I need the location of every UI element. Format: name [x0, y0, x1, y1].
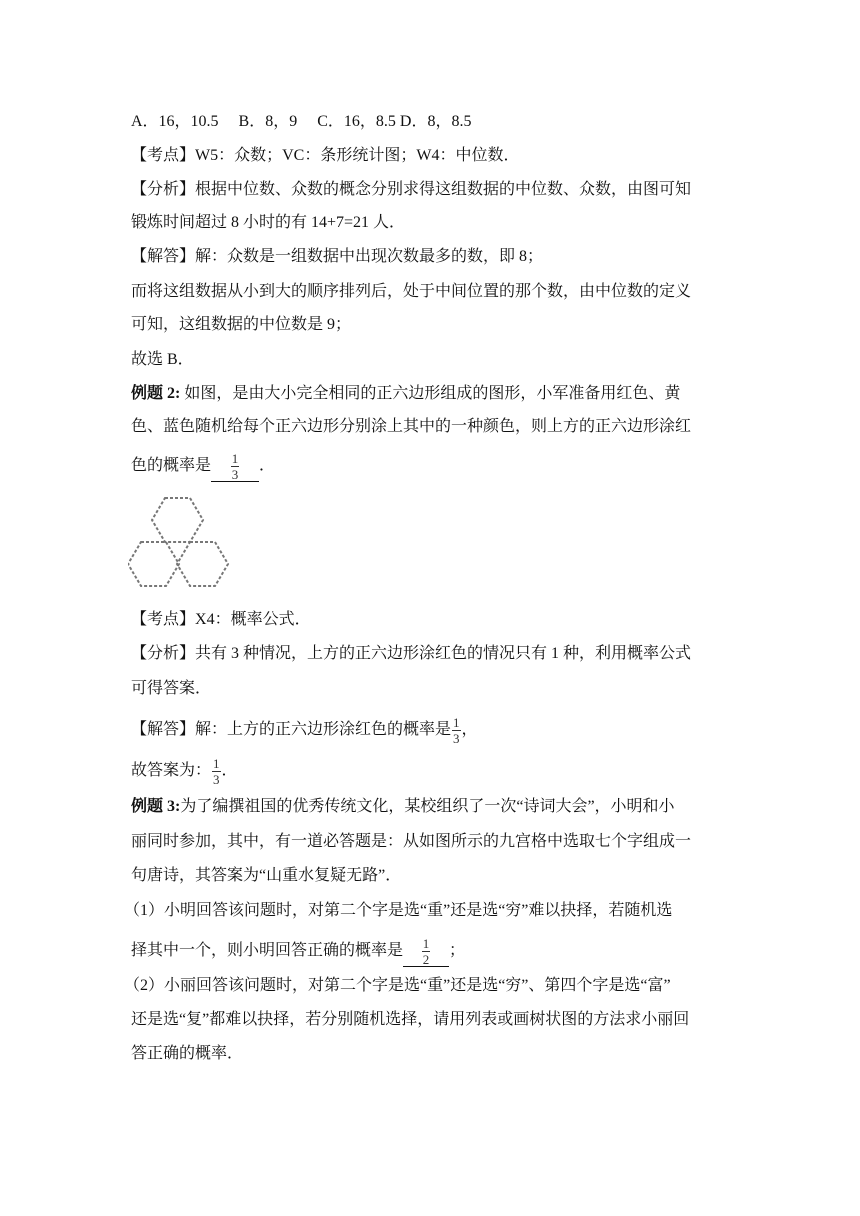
hexagon-figure — [128, 493, 260, 593]
fenxi-1-cont: 锻炼时间超过 8 小时的有 14+7=21 人． — [131, 214, 406, 231]
jieda-2: 【解答】解：上方的正六边形涂红色的概率是 $\frac{1}{3}$ ， — [131, 715, 478, 746]
example-2-line2: 色、蓝色随机给每个正六边形分别涂上其中的一种颜色，则上方的正六边形涂红 — [131, 418, 692, 435]
fenxi-1: 【分析】根据中位数、众数的概念分别求得这组数据的中位数、众数，由图可知 — [131, 181, 692, 198]
jieda-1-line2: 而将这组数据从小到大的顺序排列后，处于中间位置的那个数，由中位数的定义 — [131, 283, 692, 300]
jieda-2-line2: 故答案为： $\frac{1}{3}$ ． — [131, 756, 238, 787]
jieda-label: 【解答】 — [131, 721, 196, 739]
fraction-one-third: $\frac{1}{3}$ — [453, 715, 460, 746]
example-3: 例题 3:为了编撰祖国的优秀传统文化，某校组织了一次“诗词大会”，小明和小 — [131, 798, 675, 815]
kaodian-2: 【考点】X4：概率公式． — [131, 611, 311, 628]
question-1: （1）小明回答该问题时，对第二个字是选“重”还是选“穷”难以抉择，若随机选 — [124, 902, 673, 919]
question-2: （2）小丽回答该问题时，对第二个字是选“重”还是选“穷”、第四个字是选“富” — [124, 977, 671, 994]
fenxi-label: 【分析】 — [131, 181, 196, 198]
top-hexagon — [152, 498, 203, 542]
kaodian-label: 【考点】 — [131, 611, 196, 628]
kaodian-label: 【考点】 — [131, 147, 196, 164]
example-3-line2: 丽同时参加，其中，有一道必答题是：从如图所示的九宫格中选取七个字组成一 — [131, 833, 692, 850]
jieda-1-line3: 可知，这组数据的中位数是 9； — [131, 316, 352, 333]
fraction-one-third: $\frac{1}{3}$ — [231, 451, 239, 482]
question-1-line2: 择其中一个，则小明回答正确的概率是 $\frac{1}{2}$ ； — [131, 936, 466, 967]
question-2-line3: 答正确的概率． — [131, 1045, 244, 1062]
question-2-line2: 还是选“复”都难以抉择，若分别随机选择，请用列表或画树状图的方法求小丽回 — [131, 1011, 690, 1028]
example-2-line3: 色的概率是 $\frac{1}{3}$ ． — [131, 451, 276, 482]
fraction-one-third: $\frac{1}{3}$ — [213, 756, 220, 787]
answer-blank — [211, 452, 259, 482]
example-2: 例题 2: 如图，是由大小完全相同的正六边形组成的图形，小军准备用红色、黄 — [131, 385, 681, 402]
jieda-1: 【解答】解：众数是一组数据中出现次数最多的数，即 8； — [131, 248, 544, 265]
answer-blank — [403, 937, 449, 967]
fraction-one-half: $\frac{1}{2}$ — [422, 936, 430, 967]
jieda-1-line4: 故选 B． — [131, 351, 194, 368]
example-2-label: 例题 2: — [131, 385, 181, 402]
example-3-line3: 句唐诗，其答案为“山重水复疑无路”． — [131, 867, 402, 884]
fenxi-2-cont: 可得答案． — [131, 680, 212, 697]
fenxi-2: 【分析】共有 3 种情况，上方的正六边形涂红色的情况只有 1 种，利用概率公式 — [131, 645, 692, 662]
fenxi-label: 【分析】 — [131, 645, 196, 662]
bottom-left-hexagon — [128, 542, 179, 586]
answer-options: A．16，10.5 B．8，9 C．16，8.5 D．8，8.5 — [131, 113, 472, 130]
example-3-label: 例题 3: — [131, 798, 181, 815]
bottom-right-hexagon — [177, 542, 228, 586]
jieda-label: 【解答】 — [131, 248, 196, 265]
kaodian-1: 【考点】W5：众数；VC：条形统计图；W4：中位数． — [131, 147, 520, 164]
